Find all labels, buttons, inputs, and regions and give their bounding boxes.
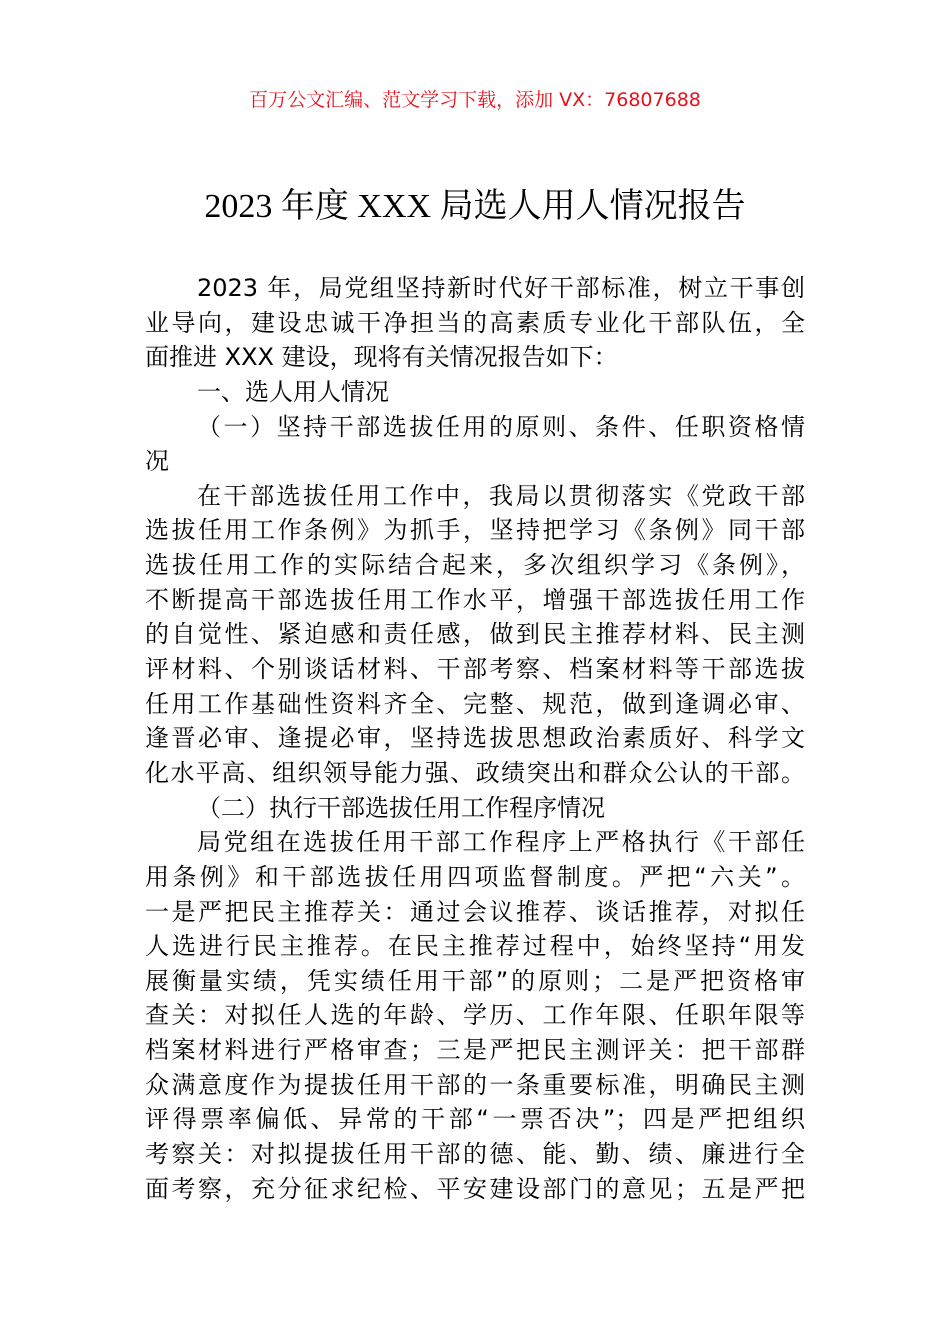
text-line: 2023 年，局党组坚持新时代好干部标准，树立干事创 bbox=[197, 274, 805, 302]
text-line: 的自觉性、紧迫感和责任感，做到民主推荐材料、民主测 bbox=[145, 620, 805, 649]
text-line: 考察关：对拟提拔任用干部的德、能、勤、绩、廉进行全 bbox=[145, 1140, 805, 1169]
text-line: 任用工作基础性资料齐全、完整、规范，做到逢调必审、 bbox=[145, 689, 805, 718]
text-line: 不断提高干部选拔任用工作水平，增强干部选拔任用工作 bbox=[145, 585, 805, 614]
text-line: 一是严把民主推荐关：通过会议推荐、谈话推荐，对拟任 bbox=[145, 897, 805, 926]
text-line: 化水平高、组织领导能力强、政绩突出和群众公认的干部。 bbox=[145, 758, 805, 787]
document-body bbox=[145, 271, 805, 1206]
text-line: 众满意度作为提拔任用干部的一条重要标准，明确民主测 bbox=[145, 1070, 805, 1099]
text-line: 查关：对拟任人选的年龄、学历、工作年限、任职年限等 bbox=[145, 1001, 805, 1030]
document-title: 2023 年度 XXX 局选人用人情况报告 bbox=[204, 188, 746, 225]
text-line: 选拔任用工作的实际结合起来，多次组织学习《条例》， bbox=[145, 551, 805, 580]
text-line: 面考察，充分征求纪检、平安建设部门的意见；五是严把 bbox=[145, 1174, 805, 1203]
text-line: 一、选人用人情况 bbox=[197, 377, 389, 406]
watermark-header: 百万公文汇编、范文学习下载，添加 VX：76807688 bbox=[249, 89, 701, 111]
text-line: 人选进行民主推荐。在民主推荐过程中，始终坚持“用发 bbox=[145, 932, 805, 961]
text-line: 档案材料进行严格审查；三是严把民主测评关：把干部群 bbox=[145, 1036, 805, 1065]
text-line: 况 bbox=[145, 447, 169, 476]
text-line: （二）执行干部选拔任用工作程序情况 bbox=[197, 793, 605, 822]
text-line: 业导向，建设忠诚干净担当的高素质专业化干部队伍，全 bbox=[145, 308, 805, 337]
text-line: 选拔任用工作条例》为抓手，坚持把学习《条例》同干部 bbox=[145, 516, 805, 545]
text-line: 展衡量实绩，凭实绩任用干部”的原则；二是严把资格审 bbox=[145, 966, 805, 995]
text-line: 面推进 XXX 建设，现将有关情况报告如下： bbox=[145, 343, 618, 372]
text-line: 评得票率偏低、异常的干部“一票否决”；四是严把组织 bbox=[145, 1105, 805, 1134]
text-line: 局党组在选拔任用干部工作程序上严格执行《干部任 bbox=[197, 828, 805, 857]
text-line: （一）坚持干部选拔任用的原则、条件、任职资格情 bbox=[197, 412, 805, 441]
text-line: 逢晋必审、逢提必审，坚持选拔思想政治素质好、科学文 bbox=[145, 724, 805, 753]
text-line: 在干部选拔任用工作中，我局以贯彻落实《党政干部 bbox=[197, 481, 805, 510]
text-line: 评材料、个别谈话材料、干部考察、档案材料等干部选拔 bbox=[145, 655, 805, 684]
text-line: 用条例》和干部选拔任用四项监督制度。严把“六关”。 bbox=[145, 862, 805, 891]
